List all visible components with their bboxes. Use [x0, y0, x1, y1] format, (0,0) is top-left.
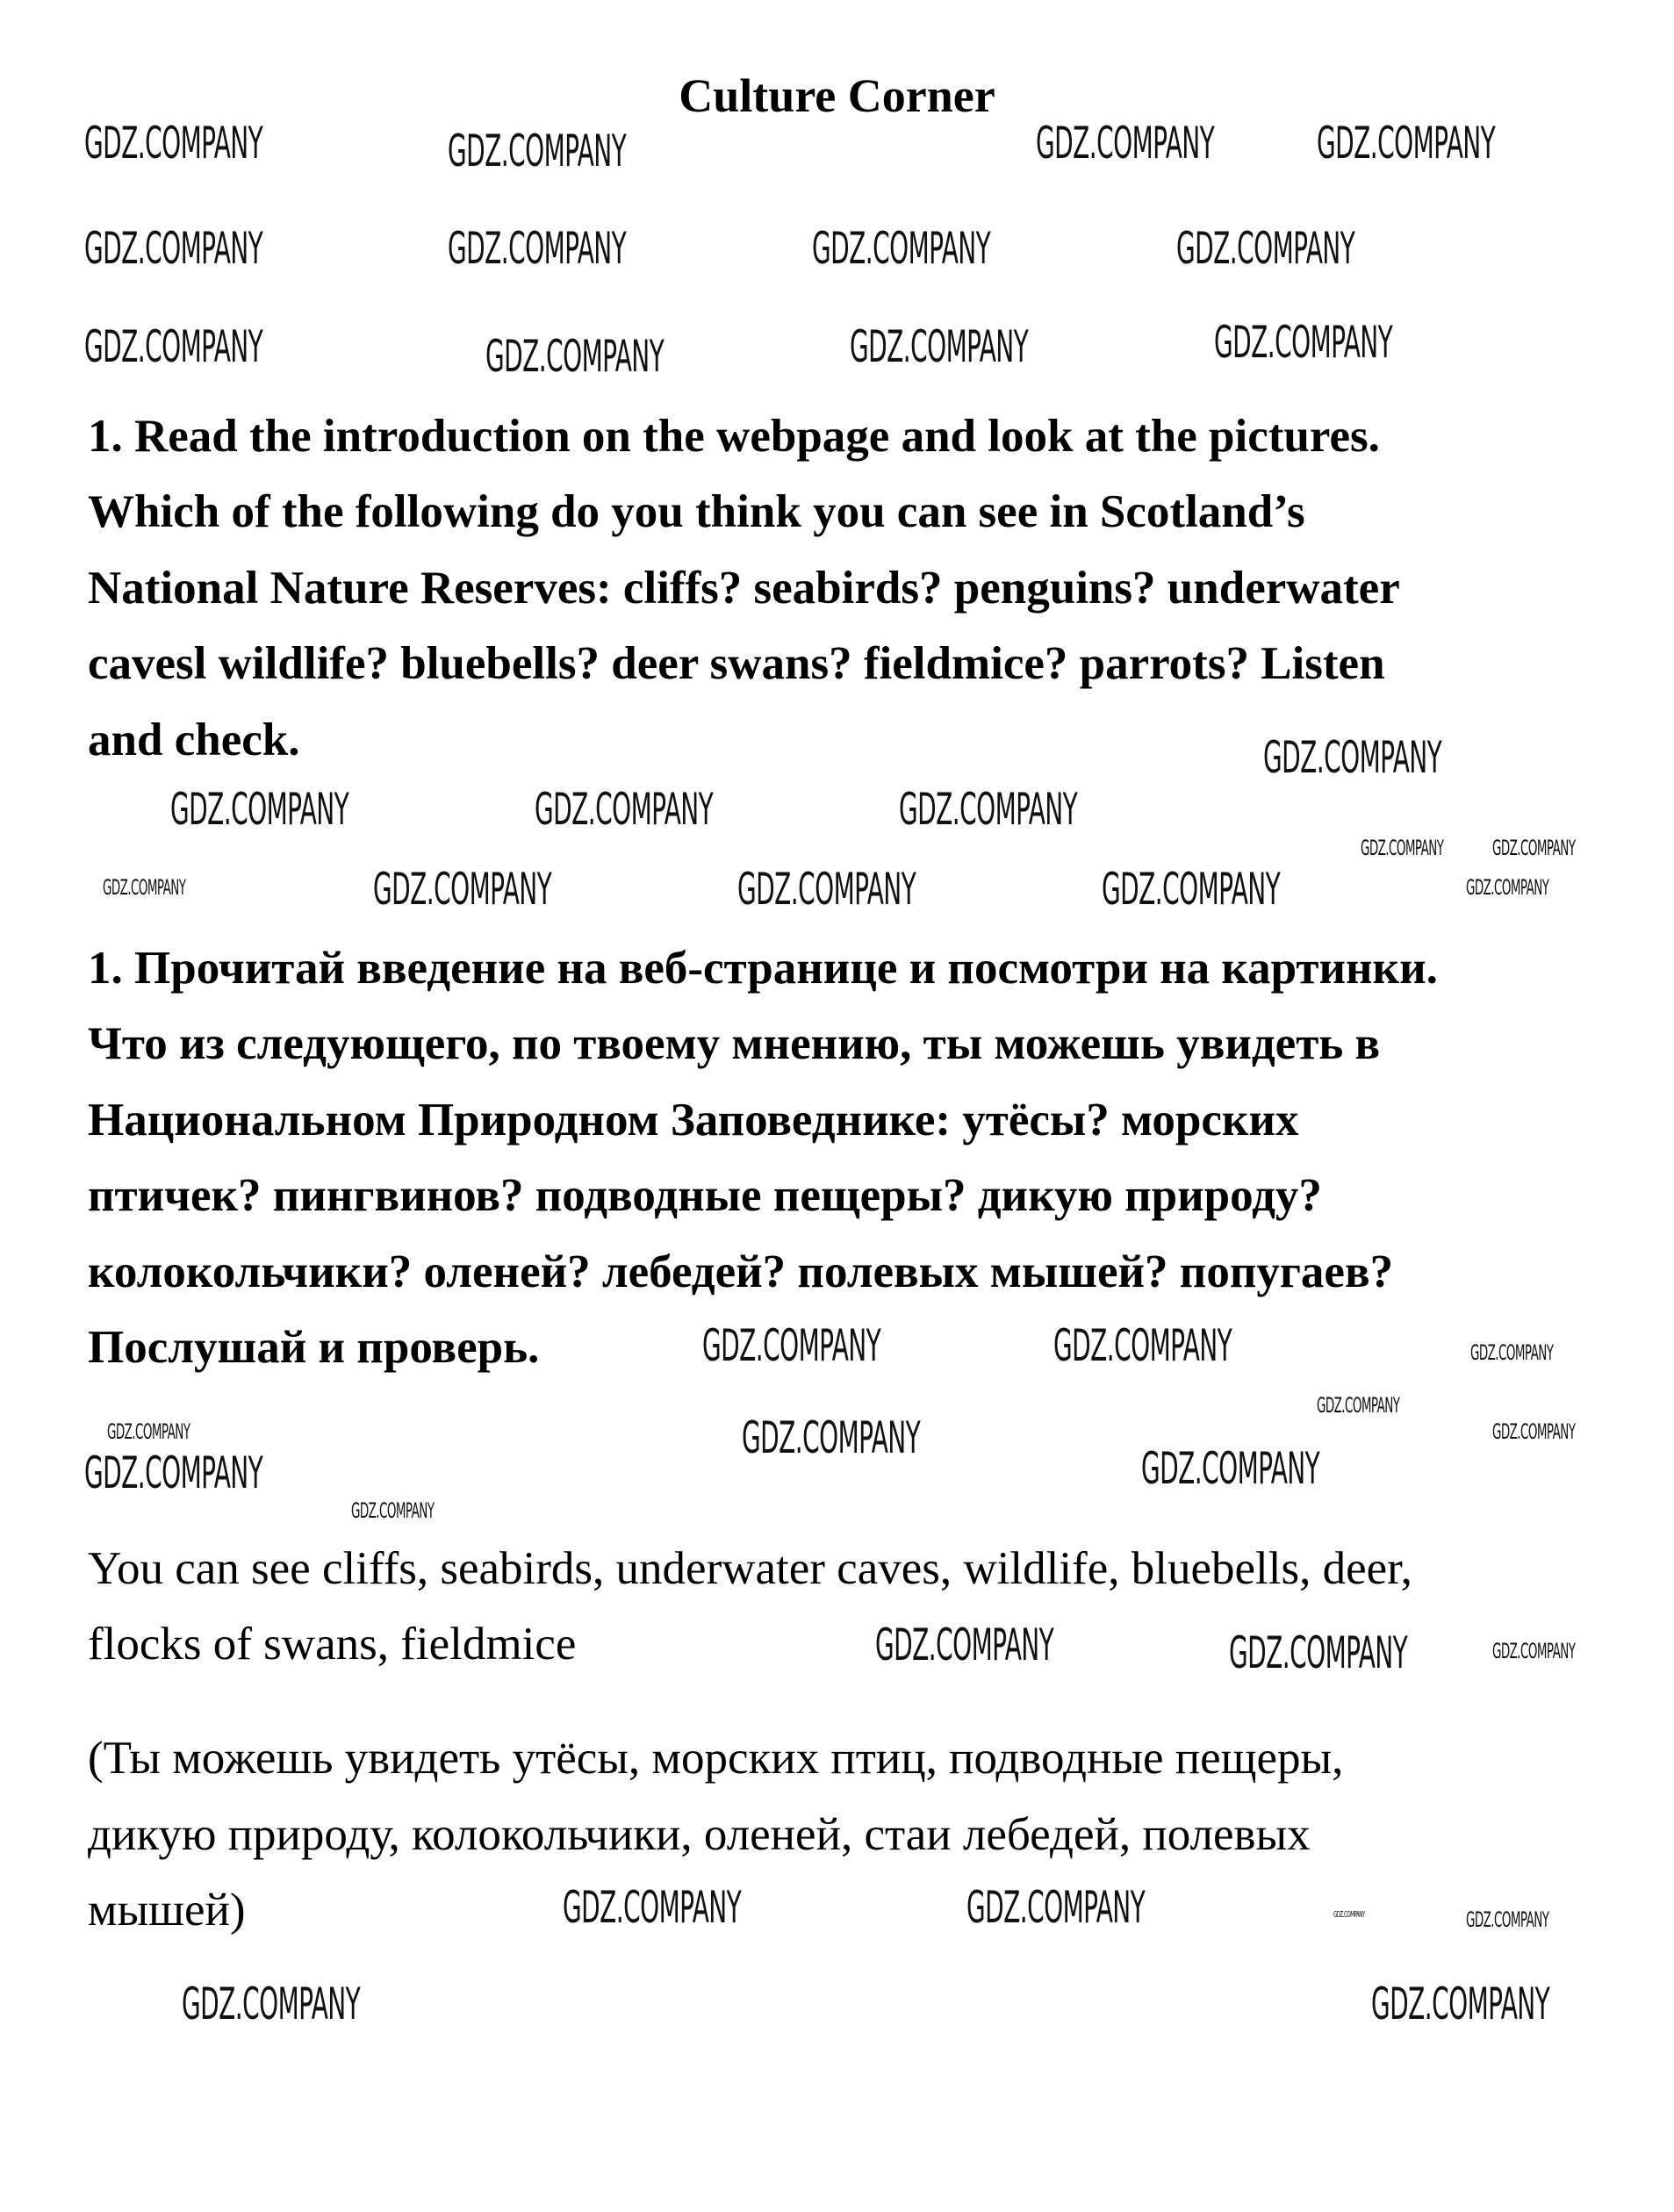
watermark: GDZ.COMPANY [850, 321, 1029, 372]
watermark: GDZ.COMPANY [170, 784, 349, 835]
watermark: GDZ.COMPANY [742, 1412, 921, 1463]
watermark: GDZ.COMPANY [373, 864, 552, 915]
watermark: GDZ.COMPANY [448, 223, 627, 274]
watermark: GDZ.COMPANY [1102, 864, 1281, 915]
watermark: GDZ.COMPANY [1176, 223, 1355, 274]
watermark: GDZ.COMPANY [1492, 1419, 1576, 1444]
answer-ru-line: мышей) [88, 1885, 246, 1936]
task-ru-line: Что из следующего, по твоему мнению, ты можешь увидеть в [88, 1018, 1381, 1069]
task-en-line: Which of the following do you think you can see in Scotland’s [88, 486, 1305, 537]
page-title: Culture Corner [679, 69, 995, 122]
task-en-line: cavesl wildlife? bluebells? deer swans? fieldmice? parrots? Listen [88, 638, 1385, 689]
watermark: GDZ.COMPANY [84, 321, 263, 372]
watermark: GDZ.COMPANY [702, 1320, 881, 1371]
watermark: GDZ.COMPANY [1333, 1910, 1365, 1920]
watermark: GDZ.COMPANY [1214, 317, 1393, 368]
watermark: GDZ.COMPANY [485, 331, 665, 382]
watermark: GDZ.COMPANY [1492, 836, 1576, 860]
task-en-line: 1. Read the introduction on the webpage and look at the pictures. [88, 411, 1380, 462]
watermark: GDZ.COMPANY [84, 223, 263, 274]
watermark: GDZ.COMPANY [1470, 1340, 1554, 1365]
watermark: GDZ.COMPANY [84, 1447, 263, 1498]
task-en-line: and check. [88, 715, 300, 765]
watermark: GDZ.COMPANY [1492, 1639, 1576, 1663]
task-ru-line: Национальном Природном Заповеднике: утёсы? морских [88, 1095, 1299, 1146]
watermark: GDZ.COMPANY [448, 126, 627, 176]
watermark: GDZ.COMPANY [899, 784, 1078, 835]
watermark: GDZ.COMPANY [875, 1620, 1054, 1670]
watermark: GDZ.COMPANY [1466, 1907, 1549, 1932]
watermark: GDZ.COMPANY [1229, 1627, 1408, 1678]
watermark: GDZ.COMPANY [84, 118, 263, 169]
watermark: GDZ.COMPANY [535, 784, 714, 835]
watermark: GDZ.COMPANY [1371, 1979, 1550, 2029]
watermark: GDZ.COMPANY [1141, 1443, 1320, 1494]
watermark: GDZ.COMPANY [737, 864, 916, 915]
watermark: GDZ.COMPANY [1317, 118, 1496, 169]
task-ru-line: колокольчики? оленей? лебедей? полевых мышей? попугаев? [88, 1246, 1394, 1297]
watermark: GDZ.COMPANY [1036, 118, 1215, 169]
watermark: GDZ.COMPANY [1053, 1320, 1232, 1371]
watermark: GDZ.COMPANY [1466, 875, 1549, 900]
task-ru-line: птичек? пингвинов? подводные пещеры? дикую природу? [88, 1170, 1322, 1221]
task-ru-line: Послушай и проверь. [88, 1322, 540, 1373]
watermark: GDZ.COMPANY [1263, 732, 1442, 783]
watermark: GDZ.COMPANY [1361, 836, 1444, 860]
task-ru-line: 1. Прочитай введение на веб-странице и посмотри на картинки. [88, 943, 1438, 994]
watermark: GDZ.COMPANY [107, 1419, 190, 1444]
watermark: GDZ.COMPANY [351, 1498, 435, 1523]
watermark: GDZ.COMPANY [812, 223, 991, 274]
watermark: GDZ.COMPANY [1317, 1393, 1400, 1418]
answer-ru-line: (Ты можешь увидеть утёсы, морских птиц, подводные пещеры, [88, 1733, 1344, 1784]
answer-ru-line: дикую природу, колокольчики, оленей, стаи лебедей, полевых [88, 1809, 1311, 1860]
answer-en-line: flocks of swans, fieldmice [88, 1619, 577, 1670]
watermark: GDZ.COMPANY [182, 1979, 361, 2029]
task-en-line: National Nature Reserves: cliffs? seabirds? penguins? underwater [88, 563, 1400, 614]
watermark: GDZ.COMPANY [966, 1882, 1146, 1933]
watermark: GDZ.COMPANY [103, 875, 186, 900]
answer-en-line: You can see cliffs, seabirds, underwater caves, wildlife, bluebells, deer, [88, 1543, 1412, 1594]
watermark: GDZ.COMPANY [563, 1882, 742, 1933]
